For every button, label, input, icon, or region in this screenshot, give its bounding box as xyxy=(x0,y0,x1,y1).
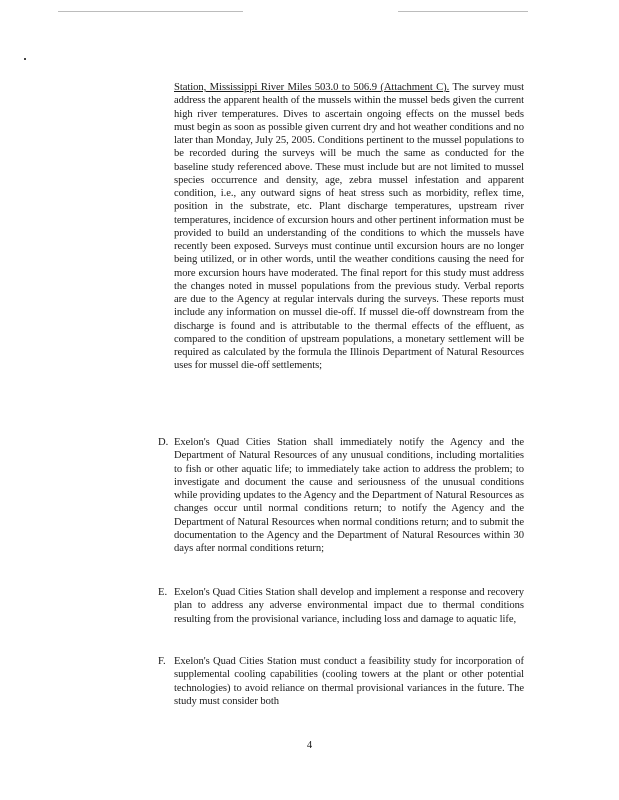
scan-artifact-right xyxy=(398,11,528,12)
continuation-text: The survey must address the apparent health of the mussels within the mussel beds given the current high river temperatures. Dives to ascertain ongoing effects on the mussel beds must begin as soon as possible given current dry and hot weather conditions and no later than Monday, July 25, 2005. Conditions pertinent to the mussel populations to be recorded during the surveys will be much the same as conducted for the baseline study referenced above. These must include but are not limited to mussel species occurrence and density, age, zebra mussel infestation and apparent condition, i.e., any outward signs of heat stress such as morbidity, reflex time, position in the substrate, etc. Plant discharge temperatures, upstream river temperatures, incidence of excursion hours and other pertinent information must be provided to build an understanding of the conditions to which the mussels have recently been exposed. Surveys must continue until excursion hours are no longer being utilized, or in other words, until the weather conditions causing the need for more excursion hours have moderated. The final report for this study must address the changes noted in mussel populations from the previous study. Verbal reports are due to the Agency at regular intervals during the surveys. These reports must include any information on mussel die-off. If mussel die-off downstream from the discharge is found and is attributable to the thermal effects of the effluent, as compared to the condition of upstream populations, a monetary settlement will be required as calculated by the formula the Illinois Department of Natural Resources uses for mussel die-off settlements; xyxy=(174,82,524,372)
list-item-f xyxy=(158,655,524,708)
item-text-e: Exelon's Quad Cities Station shall develop and implement a response and recovery plan to address any adverse environmental impact due to thermal conditions resulting from the provisional variance, including loss and damage to aquatic life, xyxy=(174,587,524,625)
attachment-reference: Station, Mississippi River Miles 503.0 to 506.9 (Attachment C). xyxy=(174,82,450,93)
item-label-d: D. xyxy=(158,437,169,448)
continuation-paragraph xyxy=(174,81,524,373)
list-item-e xyxy=(158,586,524,626)
item-text-d: Exelon's Quad Cities Station shall immediately notify the Agency and the Department of Natural Resources of any unusual conditions, including mortalities to fish or other aquatic life; to immediately take action to address the problem; to investigate and document the cause and seriousness of the unusual conditions while providing updates to the Agency and the Department of Natural Resources as changes occur until normal conditions return; to notify the Agency and the Department of Natural Resources when normal conditions return; and to submit the documentation to the Agency and the Department of Natural Resources within 30 days after normal conditions return; xyxy=(174,437,524,554)
scan-artifact-mark xyxy=(24,58,26,60)
scan-artifact-left xyxy=(58,11,243,12)
page-number: 4 xyxy=(306,740,313,751)
item-text-f: Exelon's Quad Cities Station must conduct a feasibility study for incorporation of supplemental cooling capabilities (cooling towers at the plant or other potential technologies) to avoid reliance on thermal provisional variances in the future. The study must consider both xyxy=(174,656,524,707)
item-label-e: E. xyxy=(158,587,168,598)
item-label-f: F. xyxy=(158,656,166,667)
list-item-d xyxy=(158,436,524,555)
